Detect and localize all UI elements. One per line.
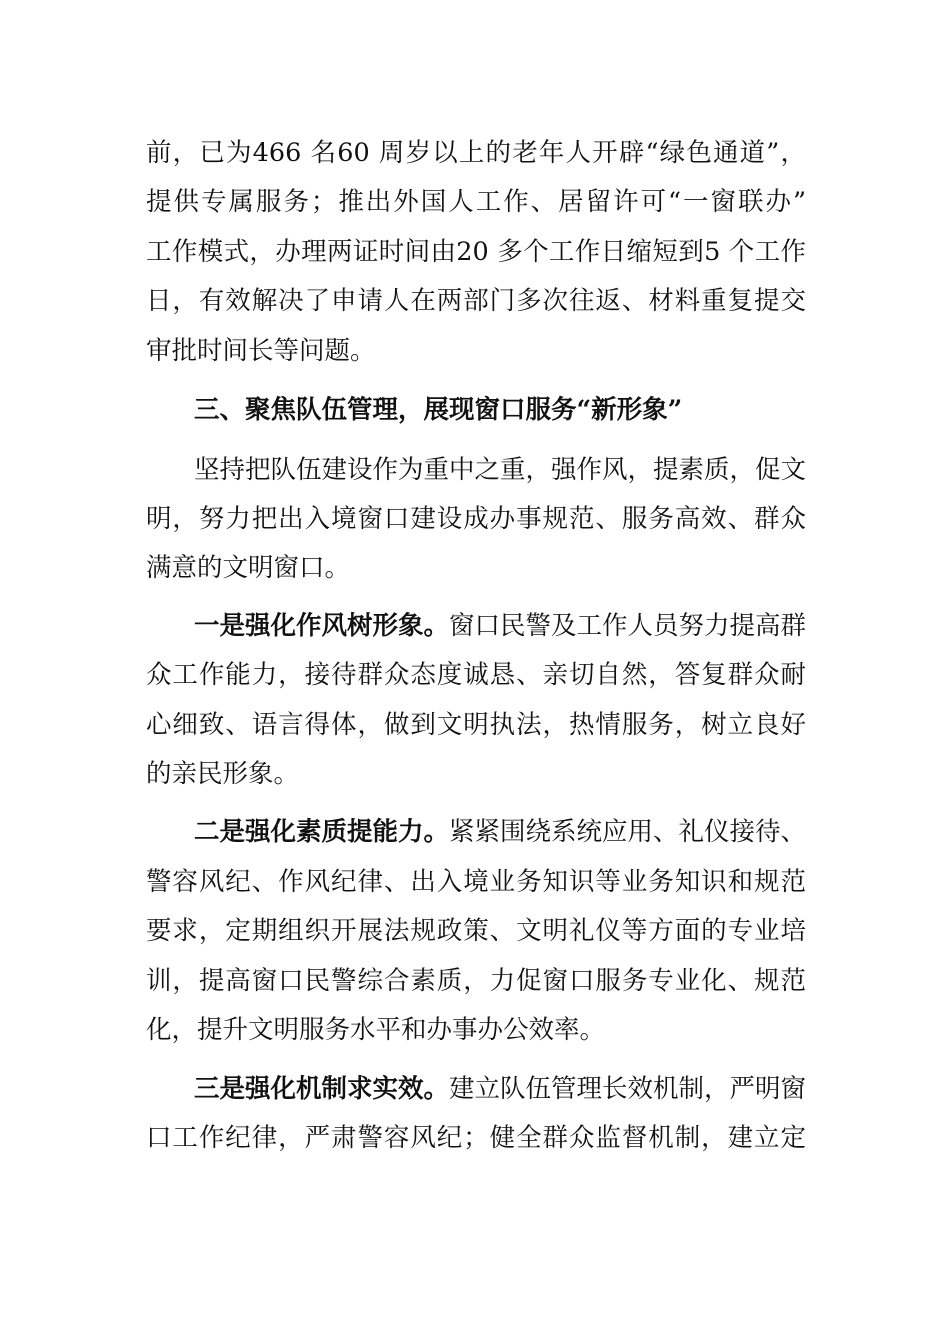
paragraph-4-line-4: 训，提高窗口民警综合素质，力促窗口服务专业化、规范: [146, 966, 806, 996]
paragraph-4-line-3: 要求，定期组织开展法规政策、文明礼仪等方面的专业培: [146, 916, 806, 946]
paragraph-1-line-2: 提供专属服务；推出外国人工作、居留许可“一窗联办”: [146, 187, 806, 217]
paragraph-5-lead: 三是强化机制求实效。: [194, 1074, 450, 1104]
paragraph-5-line-2: 口工作纪律，严肃警容风纪；健全群众监督机制，建立定: [146, 1123, 806, 1153]
paragraph-4-lead: 二是强化素质提能力。: [194, 817, 450, 847]
paragraph-1-line-3: 工作模式，办理两证时间由20 多个工作日缩短到5 个工作: [146, 237, 806, 267]
paragraph-2-line-2: 明，努力把出入境窗口建设成办事规范、服务高效、群众: [146, 504, 806, 534]
paragraph-3-line-4: 的亲民形象。: [146, 759, 300, 789]
paragraph-4-line-1-text: 紧紧围绕系统应用、礼仪接待、: [449, 817, 807, 847]
paragraph-3-line-1: [194, 606, 806, 646]
paragraph-4-line-2: 警容风纪、作风纪律、出入境业务知识等业务知识和规范: [146, 867, 806, 897]
paragraph-5-line-1: [194, 1069, 806, 1109]
paragraph-3-line-3: 心细致、语言得体，做到文明执法，热情服务，树立良好: [146, 710, 806, 740]
paragraph-2-line-1: 坚持把队伍建设作为重中之重，强作风，提素质，促文: [194, 455, 807, 485]
paragraph-3-lead: 一是强化作风树形象。: [194, 611, 450, 641]
paragraph-1-line-5: 审批时间长等问题。: [146, 336, 376, 366]
paragraph-1-line-1: 前，已为466 名60 周岁以上的老年人开辟“绿色通道”，: [146, 138, 806, 168]
section-heading: 三、聚焦队伍管理，展现窗口服务“新形象”: [194, 395, 683, 425]
paragraph-2-line-3: 满意的文明窗口。: [146, 553, 351, 583]
paragraph-5-line-1-text: 建立队伍管理长效机制，严明窗: [449, 1074, 807, 1104]
paragraph-3-line-2: 众工作能力，接待群众态度诚恳、亲切自然，答复群众耐: [146, 660, 806, 690]
paragraph-3-line-1-text: 窗口民警及工作人员努力提高群: [449, 611, 807, 641]
paragraph-1-line-4: 日，有效解决了申请人在两部门多次往返、材料重复提交: [146, 286, 806, 316]
paragraph-4-line-1: [194, 812, 806, 852]
paragraph-4-line-5: 化，提升文明服务水平和办事办公效率。: [146, 1015, 606, 1045]
